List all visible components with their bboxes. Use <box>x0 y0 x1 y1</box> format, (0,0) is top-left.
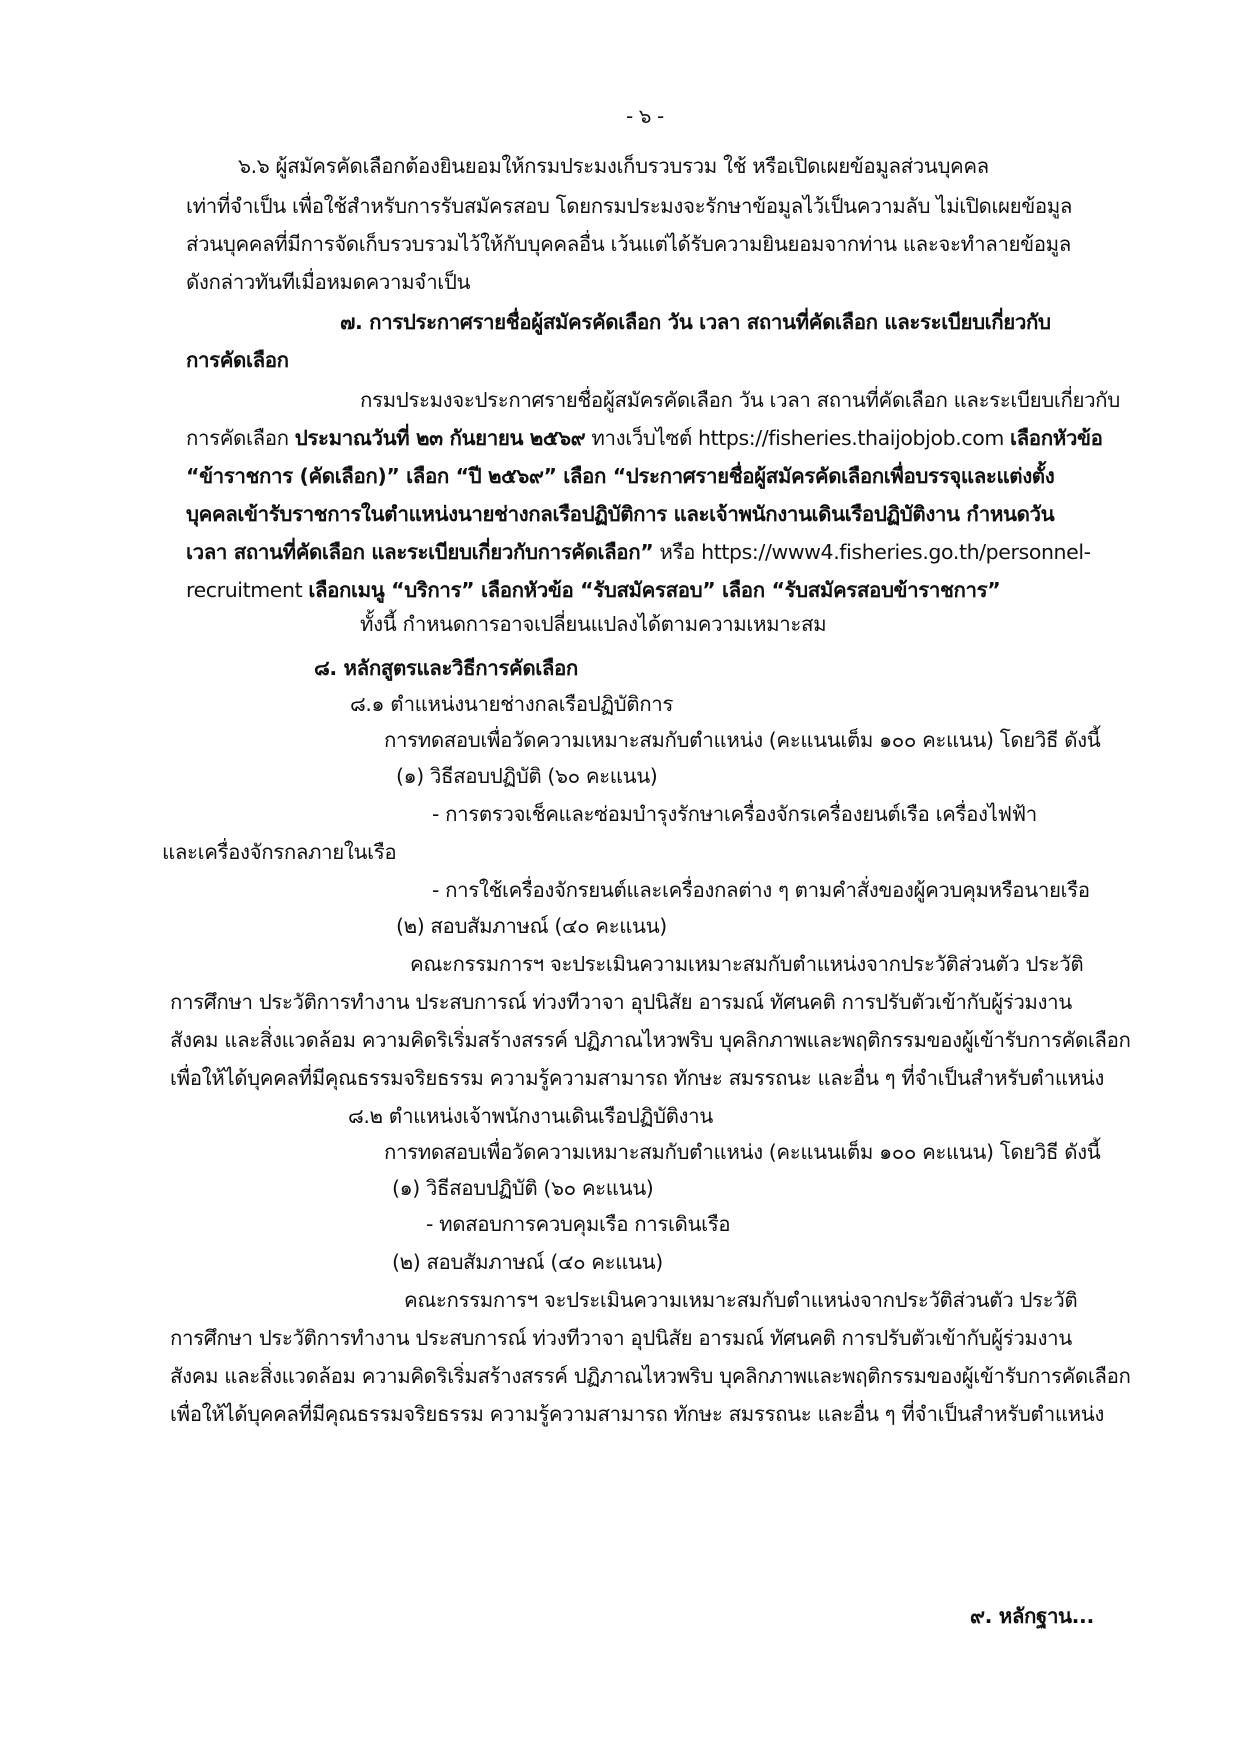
sec66-line-2: เท่าที่จำเป็น เพื่อใช้สำหรับการรับสมัครสอบ โดยกรมประมงจะรักษาข้อมูลไว้เป็นความลับ ไม่เปิดเผยข้อมูล <box>186 194 1073 218</box>
announcement-date: ประมาณวันที่ ๒๓ กันยายน ๒๕๖๙ <box>294 426 586 450</box>
sec7-para-line-1: กรมประมงจะประกาศรายชื่อผู้สมัครคัดเลือก วัน เวลา สถานที่คัดเลือก และระเบียบเกี่ยวกับ <box>360 388 1120 412</box>
sec82-title: ๘.๒ ตำแหน่งเจ้าพนักงานเดินเรือปฏิบัติงาน <box>348 1104 713 1128</box>
select-topic-text: เลือกหัวข้อ <box>1010 426 1103 450</box>
sec81-test: การทดสอบเพื่อวัดความเหมาะสมกับตำแหน่ง (คะแนนเต็ม ๑๐๐ คะแนน) โดยวิธี ดังนี้ <box>384 728 1101 752</box>
sec7-note: ทั้งนี้ กำหนดการอาจเปลี่ยนแปลงได้ตามความเหมาะสม <box>360 612 827 636</box>
page-number: - ๖ - <box>626 104 664 128</box>
sec7-para-line-4: บุคคลเข้ารับราชการในตำแหน่งนายช่างกลเรือปฏิบัติการ และเจ้าพนักงานเดินเรือปฏิบัติงาน กำหนดวัน <box>186 502 1055 526</box>
sec81-method-1-bullet-1: - การตรวจเช็คและซ่อมบำรุงรักษาเครื่องจักรเครื่องยนต์เรือ เครื่องไฟฟ้า <box>432 802 1037 826</box>
sec66-line-4: ดังกล่าวทันทีเมื่อหมดความจำเป็น <box>186 270 471 294</box>
sec82-eval-line-2: การศึกษา ประวัติการทำงาน ประสบการณ์ ท่วงทีวาจา อุปนิสัย อารมณ์ ทัศนคติ การปรับตัวเข้ากับผู้ร่วมงาน <box>170 1326 1072 1350</box>
sec81-title: ๘.๑ ตำแหน่งนายช่างกลเรือปฏิบัติการ <box>350 692 673 716</box>
sec81-method-1-bullet-2: - การใช้เครื่องจักรยนต์และเครื่องกลต่าง ๆ ตามคำสั่งของผู้ควบคุมหรือนายเรือ <box>432 878 1090 902</box>
next-page-reference: ๙. หลักฐาน... <box>970 1604 1094 1628</box>
announcement-title-end: เวลา สถานที่คัดเลือก และระเบียบเกี่ยวกับการคัดเลือก” <box>186 540 654 564</box>
sec81-eval-line-3: สังคม และสิ่งแวดล้อม ความคิดริเริ่มสร้างสรรค์ ปฏิภาณไหวพริบ บุคลิกภาพและพฤติกรรมของผู้เข้ารับการคัดเลือก <box>170 1028 1131 1052</box>
url-continuation: recruitment <box>186 578 309 602</box>
sec81-eval-line-2: การศึกษา ประวัติการทำงาน ประสบการณ์ ท่วงทีวาจา อุปนิสัย อารมณ์ ทัศนคติ การปรับตัวเข้ากับผู้ร่วมงาน <box>170 990 1072 1014</box>
sec81-eval-line-4: เพื่อให้ได้บุคคลที่มีคุณธรรมจริยธรรม ความรู้ความสามารถ ทักษะ สมรรถนะ และอื่น ๆ ที่จำเป็นสำหรับตำแหน่ง <box>170 1066 1105 1090</box>
sec82-eval-line-3: สังคม และสิ่งแวดล้อม ความคิดริเริ่มสร้างสรรค์ ปฏิภาณไหวพริบ บุคลิกภาพและพฤติกรรมของผู้เข้ารับการคัดเลือก <box>170 1364 1131 1388</box>
website-text: ทางเว็บไซต์ https://fisheries.thaijobjob.com <box>585 426 1011 450</box>
sec81-method-1-bullet-1-cont: และเครื่องจักรกลภายในเรือ <box>162 840 397 864</box>
sec7-para-line-6 <box>186 574 1000 606</box>
alt-website-text: หรือ https://www4.fisheries.go.th/personnel- <box>653 540 1091 564</box>
sec7-text: การคัดเลือก <box>186 426 295 450</box>
sec82-eval-line-1: คณะกรรมการฯ จะประเมินความเหมาะสมกับตำแหน่งจากประวัติส่วนตัว ประวัติ <box>404 1288 1078 1312</box>
sec7-para-line-5 <box>186 536 1091 568</box>
menu-path-text: เลือกเมนู “บริการ” เลือกหัวข้อ “รับสมัครสอบ” เลือก “รับสมัครสอบข้าราชการ” <box>308 578 1001 602</box>
sec7-heading-line-1: ๗. การประกาศรายชื่อผู้สมัครคัดเลือก วัน เวลา สถานที่คัดเลือก และระเบียบเกี่ยวกับ <box>340 310 1051 334</box>
sec66-line-3: ส่วนบุคคลที่มีการจัดเก็บรวบรวมไว้ให้กับบุคคลอื่น เว้นแต่ได้รับความยินยอมจากท่าน และจะทำลายข้อมูล <box>186 232 1071 256</box>
sec8-heading: ๘. หลักสูตรและวิธีการคัดเลือก <box>314 656 578 680</box>
sec82-method-2: (๒) สอบสัมภาษณ์ (๔๐ คะแนน) <box>392 1250 663 1274</box>
sec81-method-1: (๑) วิธีสอบปฏิบัติ (๖๐ คะแนน) <box>396 764 658 788</box>
sec82-method-1: (๑) วิธีสอบปฏิบัติ (๖๐ คะแนน) <box>392 1176 654 1200</box>
sec7-heading-line-2: การคัดเลือก <box>186 348 289 372</box>
sec7-para-line-2 <box>186 422 1102 454</box>
sec81-method-2: (๒) สอบสัมภาษณ์ (๔๐ คะแนน) <box>396 914 667 938</box>
sec82-eval-line-4: เพื่อให้ได้บุคคลที่มีคุณธรรมจริยธรรม ความรู้ความสามารถ ทักษะ สมรรถนะ และอื่น ๆ ที่จำเป็นสำหรับตำแหน่ง <box>170 1402 1105 1426</box>
sec82-test: การทดสอบเพื่อวัดความเหมาะสมกับตำแหน่ง (คะแนนเต็ม ๑๐๐ คะแนน) โดยวิธี ดังนี้ <box>384 1140 1101 1164</box>
sec81-eval-line-1: คณะกรรมการฯ จะประเมินความเหมาะสมกับตำแหน่งจากประวัติส่วนตัว ประวัติ <box>410 952 1084 976</box>
sec7-para-line-3: “ข้าราชการ (คัดเลือก)” เลือก “ปี ๒๕๖๙” เลือก “ประกาศรายชื่อผู้สมัครคัดเลือกเพื่อบรรจุและแต่งตั้ง <box>186 464 1055 488</box>
sec66-line-1: ๖.๖ ผู้สมัครคัดเลือกต้องยินยอมให้กรมประมงเก็บรวบรวม ใช้ หรือเปิดเผยข้อมูลส่วนบุคคล <box>238 154 989 178</box>
sec82-method-1-bullet-1: - ทดสอบการควบคุมเรือ การเดินเรือ <box>426 1212 731 1236</box>
